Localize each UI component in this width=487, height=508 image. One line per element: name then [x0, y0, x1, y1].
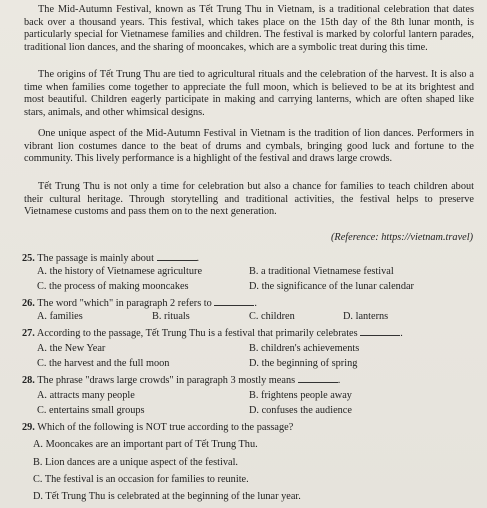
paragraph-1-text: The Mid-Autumn Festival, known as Tết Trung Thu in Vietnam, is a traditional celebration that dates back over a thousand years. This festival, which takes place on the 15th day of the 8th lunar month, is particularly special for Vietnamese families and children. The festival is marked by colorful lantern parades, traditional lion dances, and the sharing of mooncakes, which are a symbolic treat during this time.	[24, 4, 474, 53]
option-28-d[interactable]: D. confuses the audience	[249, 405, 352, 416]
question-26	[22, 297, 257, 309]
question-stem: The word "which" in paragraph 2 refers to	[37, 298, 212, 309]
question-tail: .	[400, 328, 403, 339]
question-stem: According to the passage, Tết Trung Thu is a festival that primarily celebrates	[36, 328, 358, 339]
reference-source: (Reference: https://vietnam.travel)	[331, 232, 473, 243]
answer-blank	[298, 374, 338, 383]
question-25	[22, 252, 199, 264]
question-stem: The passage is mainly about	[37, 253, 154, 264]
option-26-c[interactable]: C. children	[249, 311, 295, 322]
option-29-c[interactable]: C. The festival is an occasion for families to reunite.	[33, 474, 249, 485]
option-25-d[interactable]: D. the significance of the lunar calendar	[249, 281, 414, 292]
passage-paragraph-3	[24, 128, 474, 166]
question-stem: The phrase "draws large crowds" in paragraph 3 mostly means	[37, 375, 296, 386]
question-stem: Which of the following is NOT true according to the passage?	[37, 422, 294, 433]
option-26-a[interactable]: A. families	[37, 311, 83, 322]
question-number: 29.	[22, 422, 35, 433]
option-25-a[interactable]: A. the history of Vietnamese agriculture	[37, 266, 203, 277]
passage-paragraph-1	[24, 4, 474, 54]
question-number: 27.	[22, 328, 35, 339]
question-tail: .	[337, 375, 341, 386]
passage-paragraph-4	[24, 181, 474, 219]
option-29-b[interactable]: B. Lion dances are a unique aspect of the festival.	[33, 457, 239, 468]
question-number: 28.	[22, 375, 35, 386]
answer-blank	[157, 252, 197, 261]
question-27	[22, 327, 403, 339]
option-29-d[interactable]: D. Tết Trung Thu is celebrated at the beginning of the lunar year.	[33, 491, 301, 502]
option-28-c[interactable]: C. entertains small groups	[37, 405, 145, 416]
option-26-d[interactable]: D. lanterns	[343, 311, 389, 322]
question-number: 26.	[22, 298, 35, 309]
option-27-c[interactable]: C. the harvest and the full moon	[37, 358, 170, 369]
paragraph-4-text: Tết Trung Thu is not only a time for celebration but also a chance for families to teach children about their cultural heritage. Through storytelling and traditional activities, the festival helps to preserve Vietnamese customs and pass them on to the next generation.	[24, 181, 474, 218]
option-26-b[interactable]: B. rituals	[152, 311, 190, 322]
question-28	[22, 374, 340, 386]
question-29	[22, 422, 293, 433]
option-27-d[interactable]: D. the beginning of spring	[249, 358, 358, 369]
paragraph-3-text: One unique aspect of the Mid-Autumn Festival in Vietnam is the tradition of lion dances. Performers in vibrant lion costumes dance to the beat of drums and cymbals, bringing good luck and fortune to the community. This lively performance is a highlight of the festival and draws large crowds.	[24, 128, 474, 165]
option-27-a[interactable]: A. the New Year	[37, 343, 106, 354]
option-29-a[interactable]: A. Mooncakes are an important part of Tết Trung Thu.	[33, 439, 258, 450]
option-25-c[interactable]: C. the process of making mooncakes	[37, 281, 189, 292]
paragraph-2-text: The origins of Tết Trung Thu are tied to agricultural rituals and the celebration of the harvest. It is also a time when families come together to appreciate the full moon, which is believed to be at its brightest and most beautiful. Children eagerly participate in making and carrying lanterns, which are often shaped like stars, animals, and other whimsical designs.	[24, 69, 474, 118]
option-25-b[interactable]: B. a traditional Vietnamese festival	[249, 266, 394, 277]
answer-blank	[360, 327, 400, 336]
question-number: 25.	[22, 253, 35, 264]
question-tail: .	[254, 298, 257, 309]
question-tail: .	[196, 253, 200, 264]
option-27-b[interactable]: B. children's achievements	[249, 343, 360, 354]
option-28-b[interactable]: B. frightens people away	[249, 390, 352, 401]
passage-paragraph-2	[24, 69, 474, 119]
option-28-a[interactable]: A. attracts many people	[37, 390, 135, 401]
answer-blank	[214, 297, 254, 306]
